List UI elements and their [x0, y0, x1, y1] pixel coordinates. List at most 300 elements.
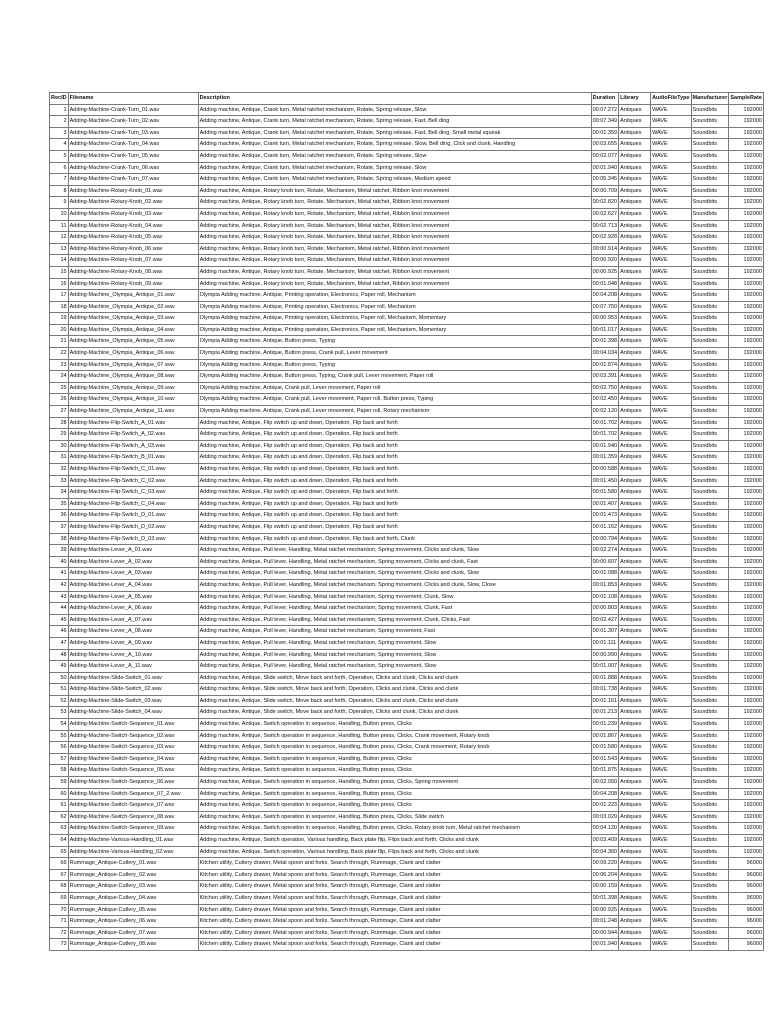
cell-duration: 00:01.161 — [591, 695, 618, 707]
cell-library: Antiques — [619, 255, 651, 267]
cell-library: Antiques — [619, 278, 651, 290]
table-row — [50, 336, 764, 348]
cell-sample-rate: 192000 — [729, 429, 764, 441]
cell-filename: Adding-Machine_Olympia_Antique_08.wav — [68, 371, 198, 383]
table-row — [50, 707, 764, 719]
cell-duration: 00:00.794 — [591, 533, 618, 545]
cell-sample-rate: 192000 — [729, 313, 764, 325]
cell-duration: 00:07.272 — [591, 104, 618, 116]
cell-manufacturer: Soundbits — [691, 475, 729, 487]
table-row — [50, 904, 764, 916]
cell-library: Antiques — [619, 765, 651, 777]
cell-duration: 00:01.213 — [591, 707, 618, 719]
cell-sample-rate: 192000 — [729, 614, 764, 626]
cell-sample-rate: 192000 — [729, 406, 764, 418]
cell-library: Antiques — [619, 301, 651, 313]
table-row — [50, 881, 764, 893]
cell-description: Adding machine, Antique, Pull lever, Handling, Metal ratchet mechanism, Spring movement, Slow — [198, 637, 591, 649]
cell-manufacturer: Soundbits — [691, 139, 729, 151]
cell-manufacturer: Soundbits — [691, 324, 729, 336]
cell-duration: 00:01.017 — [591, 324, 618, 336]
cell-manufacturer: Soundbits — [691, 510, 729, 522]
table-row — [50, 672, 764, 684]
cell-sample-rate: 192000 — [729, 116, 764, 128]
cell-sample-rate: 192000 — [729, 266, 764, 278]
cell-sample-rate: 192000 — [729, 162, 764, 174]
cell-recid: 11 — [50, 220, 69, 232]
cell-sample-rate: 192000 — [729, 220, 764, 232]
table-row — [50, 579, 764, 591]
cell-recid: 34 — [50, 487, 69, 499]
cell-manufacturer: Soundbits — [691, 104, 729, 116]
cell-sample-rate: 192000 — [729, 765, 764, 777]
cell-duration: 00:01.398 — [591, 336, 618, 348]
cell-sample-rate: 96000 — [729, 881, 764, 893]
cell-audio-file-type: WAVE — [651, 301, 691, 313]
cell-sample-rate: 192000 — [729, 255, 764, 267]
cell-library: Antiques — [619, 417, 651, 429]
cell-description: Adding machine, Antique, Flip switch up and down, Operation, Flip back and forth — [198, 475, 591, 487]
cell-library: Antiques — [619, 556, 651, 568]
cell-recid: 57 — [50, 753, 69, 765]
cell-recid: 42 — [50, 579, 69, 591]
cell-library: Antiques — [619, 742, 651, 754]
cell-library: Antiques — [619, 695, 651, 707]
cell-duration: 00:00.588 — [591, 464, 618, 476]
table-row — [50, 313, 764, 325]
cell-filename: Rummage_Antique-Cutlery_01.wav — [68, 858, 198, 870]
cell-audio-file-type: WAVE — [651, 695, 691, 707]
cell-description: Adding machine, Antique, Crank turn, Metal ratchet mechanism, Rotate, Spring release, Medium speed — [198, 174, 591, 186]
cell-recid: 68 — [50, 881, 69, 893]
cell-duration: 00:00.159 — [591, 881, 618, 893]
cell-description: Adding machine, Antique, Crank turn, Metal ratchet mechanism, Rotate, Spring release, Slow — [198, 162, 591, 174]
cell-sample-rate: 192000 — [729, 440, 764, 452]
cell-duration: 00:01.108 — [591, 591, 618, 603]
cell-library: Antiques — [619, 510, 651, 522]
table-row — [50, 753, 764, 765]
cell-sample-rate: 192000 — [729, 324, 764, 336]
cell-manufacturer: Soundbits — [691, 266, 729, 278]
cell-manufacturer: Soundbits — [691, 846, 729, 858]
cell-description: Adding machine, Antique, Flip switch up and down, Operation, Flip back and forth — [198, 452, 591, 464]
cell-library: Antiques — [619, 521, 651, 533]
cell-recid: 8 — [50, 185, 69, 197]
cell-sample-rate: 192000 — [729, 417, 764, 429]
cell-duration: 00:03.655 — [591, 139, 618, 151]
cell-manufacturer: Soundbits — [691, 301, 729, 313]
cell-filename: Adding-Machine-Flip-Switch_D_02.wav — [68, 521, 198, 533]
cell-audio-file-type: WAVE — [651, 765, 691, 777]
cell-library: Antiques — [619, 336, 651, 348]
cell-description: Kitchen utility, Cutlery drawer, Metal spoon and forks, Search through, Rummage, Clank and clatter — [198, 869, 591, 881]
cell-description: Olympia Adding machine, Antique, Crank pull, Lever movement, Paper roll, Rotary mechanism — [198, 406, 591, 418]
cell-recid: 18 — [50, 301, 69, 313]
cell-description: Adding machine, Antique, Flip switch up and down, Operation, Flip back and forth — [198, 487, 591, 499]
cell-description: Adding machine, Antique, Flip switch up and down, Operation, Flip back and forth — [198, 521, 591, 533]
cell-filename: Adding-Machine-Flip-Switch_A_01.wav — [68, 417, 198, 429]
cell-sample-rate: 192000 — [729, 394, 764, 406]
cell-duration: 00:00.914 — [591, 243, 618, 255]
cell-library: Antiques — [619, 359, 651, 371]
cell-audio-file-type: WAVE — [651, 846, 691, 858]
cell-manufacturer: Soundbits — [691, 939, 729, 951]
cell-recid: 58 — [50, 765, 69, 777]
cell-description: Adding machine, Antique, Flip switch up and down, Operation, Flip back and forth — [198, 440, 591, 452]
cell-filename: Adding-Machine-Flip-Switch_D_03.wav — [68, 533, 198, 545]
cell-description: Kitchen utility, Cutlery drawer, Metal spoon and forks, Search through, Rummage, Clank and clatter — [198, 892, 591, 904]
cell-sample-rate: 192000 — [729, 232, 764, 244]
cell-recid: 21 — [50, 336, 69, 348]
cell-sample-rate: 192000 — [729, 104, 764, 116]
cell-description: Olympia Adding machine, Antique, Button press, Typing — [198, 359, 591, 371]
cell-description: Adding machine, Antique, Pull lever, Handling, Metal ratchet mechanism, Spring movement, Slow — [198, 649, 591, 661]
cell-duration: 00:09.220 — [591, 858, 618, 870]
cell-sample-rate: 96000 — [729, 858, 764, 870]
cell-description: Adding machine, Antique, Slide switch, Move back and forth, Operation, Clicks and clunk, Clicks and clunk — [198, 672, 591, 684]
cell-manufacturer: Soundbits — [691, 777, 729, 789]
cell-sample-rate: 192000 — [729, 846, 764, 858]
cell-manufacturer: Soundbits — [691, 568, 729, 580]
cell-duration: 00:02.450 — [591, 394, 618, 406]
cell-audio-file-type: WAVE — [651, 927, 691, 939]
cell-filename: Rummage_Antique-Cutlery_02.wav — [68, 869, 198, 881]
cell-manufacturer: Soundbits — [691, 533, 729, 545]
cell-filename: Adding-Machine-Rotary-Knob_01.wav — [68, 185, 198, 197]
cell-audio-file-type: WAVE — [651, 719, 691, 731]
cell-recid: 17 — [50, 290, 69, 302]
table-row — [50, 301, 764, 313]
table-row — [50, 406, 764, 418]
table-row — [50, 464, 764, 476]
cell-sample-rate: 192000 — [729, 348, 764, 360]
cell-audio-file-type: WAVE — [651, 742, 691, 754]
cell-filename: Rummage_Antique-Cutlery_05.wav — [68, 904, 198, 916]
cell-description: Kitchen utility, Cutlery drawer, Metal spoon and forks, Search through, Rummage, Clank and clatter — [198, 916, 591, 928]
cell-audio-file-type: WAVE — [651, 753, 691, 765]
cell-audio-file-type: WAVE — [651, 904, 691, 916]
table-row — [50, 220, 764, 232]
cell-sample-rate: 192000 — [729, 753, 764, 765]
cell-duration: 00:01.875 — [591, 765, 618, 777]
table-row — [50, 197, 764, 209]
cell-library: Antiques — [619, 139, 651, 151]
cell-duration: 00:01.248 — [591, 916, 618, 928]
table-row — [50, 104, 764, 116]
cell-audio-file-type: WAVE — [651, 162, 691, 174]
cell-recid: 72 — [50, 927, 69, 939]
table-row — [50, 440, 764, 452]
cell-recid: 23 — [50, 359, 69, 371]
cell-duration: 00:01.473 — [591, 510, 618, 522]
cell-description: Olympia Adding machine, Antique, Button press, Crank pull, Lever movement — [198, 348, 591, 360]
table-row — [50, 174, 764, 186]
cell-duration: 00:04.208 — [591, 788, 618, 800]
cell-filename: Adding-Machine-Flip-Switch_C_02.wav — [68, 475, 198, 487]
cell-library: Antiques — [619, 174, 651, 186]
cell-audio-file-type: WAVE — [651, 464, 691, 476]
cell-duration: 00:04.360 — [591, 846, 618, 858]
cell-description: Olympia Adding machine, Antique, Button press, Typing, Crank pull, Lever movement, Paper roll — [198, 371, 591, 383]
cell-library: Antiques — [619, 266, 651, 278]
cell-recid: 9 — [50, 197, 69, 209]
cell-duration: 00:05.345 — [591, 174, 618, 186]
cell-audio-file-type: WAVE — [651, 336, 691, 348]
cell-filename: Adding-Machine-Flip-Switch_B_01.wav — [68, 452, 198, 464]
cell-description: Adding machine, Antique, Pull lever, Handling, Metal ratchet mechanism, Spring movement, Clicks and clunk, Slow — [198, 545, 591, 557]
cell-description: Adding machine, Antique, Slide switch, Move back and forth, Operation, Clicks and clunk, Clicks and clunk — [198, 707, 591, 719]
header-filename: Filename — [68, 93, 198, 105]
table-row — [50, 185, 764, 197]
cell-duration: 00:04.120 — [591, 823, 618, 835]
table-row — [50, 348, 764, 360]
cell-description: Adding machine, Antique, Crank turn, Metal ratchet mechanism, Rotate, Spring release, Slow — [198, 150, 591, 162]
table-row — [50, 371, 764, 383]
table-row — [50, 811, 764, 823]
cell-library: Antiques — [619, 197, 651, 209]
cell-filename: Adding-Machine_Olympia_Antique_05.wav — [68, 336, 198, 348]
cell-recid: 51 — [50, 684, 69, 696]
cell-filename: Adding-Machine-Crank-Turn_07.wav — [68, 174, 198, 186]
cell-filename: Adding-Machine_Olympia_Antique_03.wav — [68, 313, 198, 325]
cell-manufacturer: Soundbits — [691, 162, 729, 174]
cell-sample-rate: 192000 — [729, 811, 764, 823]
cell-duration: 00:01.048 — [591, 278, 618, 290]
cell-recid: 39 — [50, 545, 69, 557]
cell-audio-file-type: WAVE — [651, 556, 691, 568]
cell-recid: 56 — [50, 742, 69, 754]
cell-manufacturer: Soundbits — [691, 185, 729, 197]
cell-manufacturer: Soundbits — [691, 382, 729, 394]
cell-filename: Adding-Machine-Lever_A_07.wav — [68, 614, 198, 626]
cell-sample-rate: 192000 — [729, 800, 764, 812]
cell-sample-rate: 96000 — [729, 916, 764, 928]
cell-library: Antiques — [619, 104, 651, 116]
cell-filename: Adding-Machine_Olympia_Antique_04.wav — [68, 324, 198, 336]
cell-audio-file-type: WAVE — [651, 707, 691, 719]
cell-description: Adding machine, Antique, Pull lever, Handling, Metal ratchet mechanism, Spring movement, Clunk, Slow — [198, 591, 591, 603]
table-row — [50, 162, 764, 174]
cell-audio-file-type: WAVE — [651, 197, 691, 209]
cell-duration: 00:01.359 — [591, 452, 618, 464]
cell-sample-rate: 192000 — [729, 301, 764, 313]
cell-filename: Adding-Machine-Crank-Turn_02.wav — [68, 116, 198, 128]
cell-sample-rate: 192000 — [729, 823, 764, 835]
cell-manufacturer: Soundbits — [691, 858, 729, 870]
cell-description: Adding machine, Antique, Slide switch, Move back and forth, Operation, Clicks and clunk, Clicks and clunk — [198, 684, 591, 696]
cell-library: Antiques — [619, 162, 651, 174]
table-row — [50, 116, 764, 128]
cell-recid: 40 — [50, 556, 69, 568]
cell-description: Olympia Adding machine, Antique, Printing operation, Electronics, Paper roll, Mechanism, Momentary — [198, 324, 591, 336]
cell-library: Antiques — [619, 939, 651, 951]
header-library: Library — [619, 93, 651, 105]
cell-description: Adding machine, Antique, Switch operation in sequence, Handling, Button press, Clicks, Slide switch — [198, 811, 591, 823]
cell-library: Antiques — [619, 707, 651, 719]
cell-audio-file-type: WAVE — [651, 603, 691, 615]
cell-filename: Adding-Machine-Various-Handling_01.wav — [68, 835, 198, 847]
cell-manufacturer: Soundbits — [691, 869, 729, 881]
cell-manufacturer: Soundbits — [691, 116, 729, 128]
cell-filename: Adding-Machine-Rotary-Knob_09.wav — [68, 278, 198, 290]
cell-library: Antiques — [619, 220, 651, 232]
cell-audio-file-type: WAVE — [651, 313, 691, 325]
cell-duration: 00:02.274 — [591, 545, 618, 557]
cell-recid: 13 — [50, 243, 69, 255]
cell-library: Antiques — [619, 290, 651, 302]
cell-audio-file-type: WAVE — [651, 429, 691, 441]
cell-description: Adding machine, Antique, Crank turn, Metal ratchet mechanism, Rotate, Spring release, Slow, Bell ding, Click and clunk, Handling — [198, 139, 591, 151]
cell-description: Adding machine, Antique, Crank turn, Metal ratchet mechanism, Rotate, Spring release, Fast, Bell ding — [198, 116, 591, 128]
cell-library: Antiques — [619, 811, 651, 823]
cell-sample-rate: 192000 — [729, 661, 764, 673]
table-row — [50, 626, 764, 638]
cell-library: Antiques — [619, 533, 651, 545]
cell-sample-rate: 192000 — [729, 382, 764, 394]
cell-library: Antiques — [619, 545, 651, 557]
cell-sample-rate: 192000 — [729, 568, 764, 580]
table-row — [50, 498, 764, 510]
cell-library: Antiques — [619, 614, 651, 626]
cell-duration: 00:01.580 — [591, 742, 618, 754]
cell-audio-file-type: WAVE — [651, 545, 691, 557]
table-row — [50, 475, 764, 487]
table-row — [50, 800, 764, 812]
cell-duration: 00:01.543 — [591, 753, 618, 765]
cell-audio-file-type: WAVE — [651, 788, 691, 800]
cell-audio-file-type: WAVE — [651, 266, 691, 278]
cell-manufacturer: Soundbits — [691, 881, 729, 893]
cell-audio-file-type: WAVE — [651, 348, 691, 360]
cell-library: Antiques — [619, 116, 651, 128]
cell-recid: 48 — [50, 649, 69, 661]
cell-duration: 00:02.077 — [591, 150, 618, 162]
cell-recid: 54 — [50, 719, 69, 731]
cell-sample-rate: 192000 — [729, 475, 764, 487]
table-row — [50, 777, 764, 789]
cell-recid: 14 — [50, 255, 69, 267]
cell-library: Antiques — [619, 684, 651, 696]
cell-description: Adding machine, Antique, Pull lever, Handling, Metal ratchet mechanism, Spring movement, Clunk, Fast — [198, 603, 591, 615]
cell-filename: Adding-Machine-Switch-Sequence_07.wav — [68, 800, 198, 812]
cell-description: Adding machine, Antique, Flip switch up and down, Operation, Flip back and forth — [198, 510, 591, 522]
cell-filename: Adding-Machine-Slide-Switch_01.wav — [68, 672, 198, 684]
cell-duration: 00:01.853 — [591, 579, 618, 591]
cell-audio-file-type: WAVE — [651, 835, 691, 847]
cell-recid: 73 — [50, 939, 69, 951]
cell-library: Antiques — [619, 846, 651, 858]
cell-recid: 53 — [50, 707, 69, 719]
table-row — [50, 823, 764, 835]
cell-sample-rate: 192000 — [729, 359, 764, 371]
cell-duration: 00:02.750 — [591, 382, 618, 394]
cell-filename: Rummage_Antique-Cutlery_04.wav — [68, 892, 198, 904]
cell-library: Antiques — [619, 440, 651, 452]
cell-filename: Adding-Machine-Crank-Turn_04.wav — [68, 139, 198, 151]
cell-duration: 00:00.920 — [591, 255, 618, 267]
cell-recid: 2 — [50, 116, 69, 128]
cell-audio-file-type: WAVE — [651, 452, 691, 464]
cell-sample-rate: 192000 — [729, 835, 764, 847]
cell-library: Antiques — [619, 568, 651, 580]
cell-library: Antiques — [619, 348, 651, 360]
cell-duration: 00:02.120 — [591, 406, 618, 418]
cell-audio-file-type: WAVE — [651, 127, 691, 139]
cell-filename: Adding-Machine-Switch-Sequence_02.wav — [68, 730, 198, 742]
table-row — [50, 719, 764, 731]
cell-manufacturer: Soundbits — [691, 753, 729, 765]
cell-sample-rate: 192000 — [729, 243, 764, 255]
cell-library: Antiques — [619, 382, 651, 394]
cell-manufacturer: Soundbits — [691, 127, 729, 139]
cell-library: Antiques — [619, 243, 651, 255]
table-row — [50, 556, 764, 568]
cell-audio-file-type: WAVE — [651, 406, 691, 418]
cell-description: Adding machine, Antique, Rotary knob turn, Rotate, Mechanism, Metal ratchet, Ribbon knot movement — [198, 220, 591, 232]
cell-filename: Adding-Machine-Lever_A_09.wav — [68, 637, 198, 649]
cell-filename: Adding-Machine-Flip-Switch_C_04.wav — [68, 498, 198, 510]
table-row — [50, 521, 764, 533]
cell-description: Olympia Adding machine, Antique, Printing operation, Electronics, Paper roll, Mechanism — [198, 301, 591, 313]
cell-audio-file-type: WAVE — [651, 232, 691, 244]
cell-library: Antiques — [619, 498, 651, 510]
cell-duration: 00:07.750 — [591, 301, 618, 313]
cell-sample-rate: 192000 — [729, 707, 764, 719]
cell-description: Adding machine, Antique, Switch operation, Various handling, Back plate flip, Flips back and forth, Clicks and clunk — [198, 846, 591, 858]
cell-description: Adding machine, Antique, Rotary knob turn, Rotate, Mechanism, Metal ratchet, Ribbon knot movement — [198, 185, 591, 197]
cell-manufacturer: Soundbits — [691, 661, 729, 673]
cell-library: Antiques — [619, 858, 651, 870]
cell-filename: Adding-Machine-Switch-Sequence_01.wav — [68, 719, 198, 731]
cell-library: Antiques — [619, 487, 651, 499]
cell-filename: Adding-Machine-Crank-Turn_06.wav — [68, 162, 198, 174]
table-row — [50, 150, 764, 162]
table-row — [50, 324, 764, 336]
table-row — [50, 603, 764, 615]
cell-manufacturer: Soundbits — [691, 208, 729, 220]
cell-library: Antiques — [619, 464, 651, 476]
cell-recid: 4 — [50, 139, 69, 151]
cell-recid: 36 — [50, 510, 69, 522]
cell-description: Adding machine, Antique, Switch operation in sequence, Handling, Button press, Clicks — [198, 788, 591, 800]
cell-sample-rate: 192000 — [729, 464, 764, 476]
cell-filename: Rummage_Antique-Cutlery_08.wav — [68, 939, 198, 951]
table-body — [50, 104, 764, 950]
header-recid: RecID — [50, 93, 69, 105]
sound-library-table — [49, 92, 764, 951]
cell-duration: 00:01.940 — [591, 440, 618, 452]
cell-filename: Adding-Machine-Flip-Switch_A_03.wav — [68, 440, 198, 452]
cell-description: Adding machine, Antique, Switch operation in sequence, Handling, Button press, Clicks, Spring movement — [198, 777, 591, 789]
cell-filename: Adding-Machine-Rotary-Knob_06.wav — [68, 243, 198, 255]
cell-description: Adding machine, Antique, Pull lever, Handling, Metal ratchet mechanism, Spring movement, Clicks and clunk, Slow, Close — [198, 579, 591, 591]
cell-audio-file-type: WAVE — [651, 579, 691, 591]
cell-recid: 29 — [50, 429, 69, 441]
table-row — [50, 510, 764, 522]
header-description: Description — [198, 93, 591, 105]
cell-library: Antiques — [619, 823, 651, 835]
cell-library: Antiques — [619, 406, 651, 418]
cell-manufacturer: Soundbits — [691, 892, 729, 904]
table-row — [50, 892, 764, 904]
cell-duration: 00:01.088 — [591, 568, 618, 580]
cell-description: Adding machine, Antique, Switch operation, Various handling, Back plate flip, Flips back and forth, Clicks and clunk — [198, 835, 591, 847]
cell-sample-rate: 192000 — [729, 278, 764, 290]
cell-sample-rate: 192000 — [729, 788, 764, 800]
cell-manufacturer: Soundbits — [691, 742, 729, 754]
cell-description: Adding machine, Antique, Pull lever, Handling, Metal ratchet mechanism, Spring movement, Fast — [198, 626, 591, 638]
cell-description: Adding machine, Antique, Rotary knob turn, Rotate, Mechanism, Metal ratchet, Ribbon knot movement — [198, 278, 591, 290]
